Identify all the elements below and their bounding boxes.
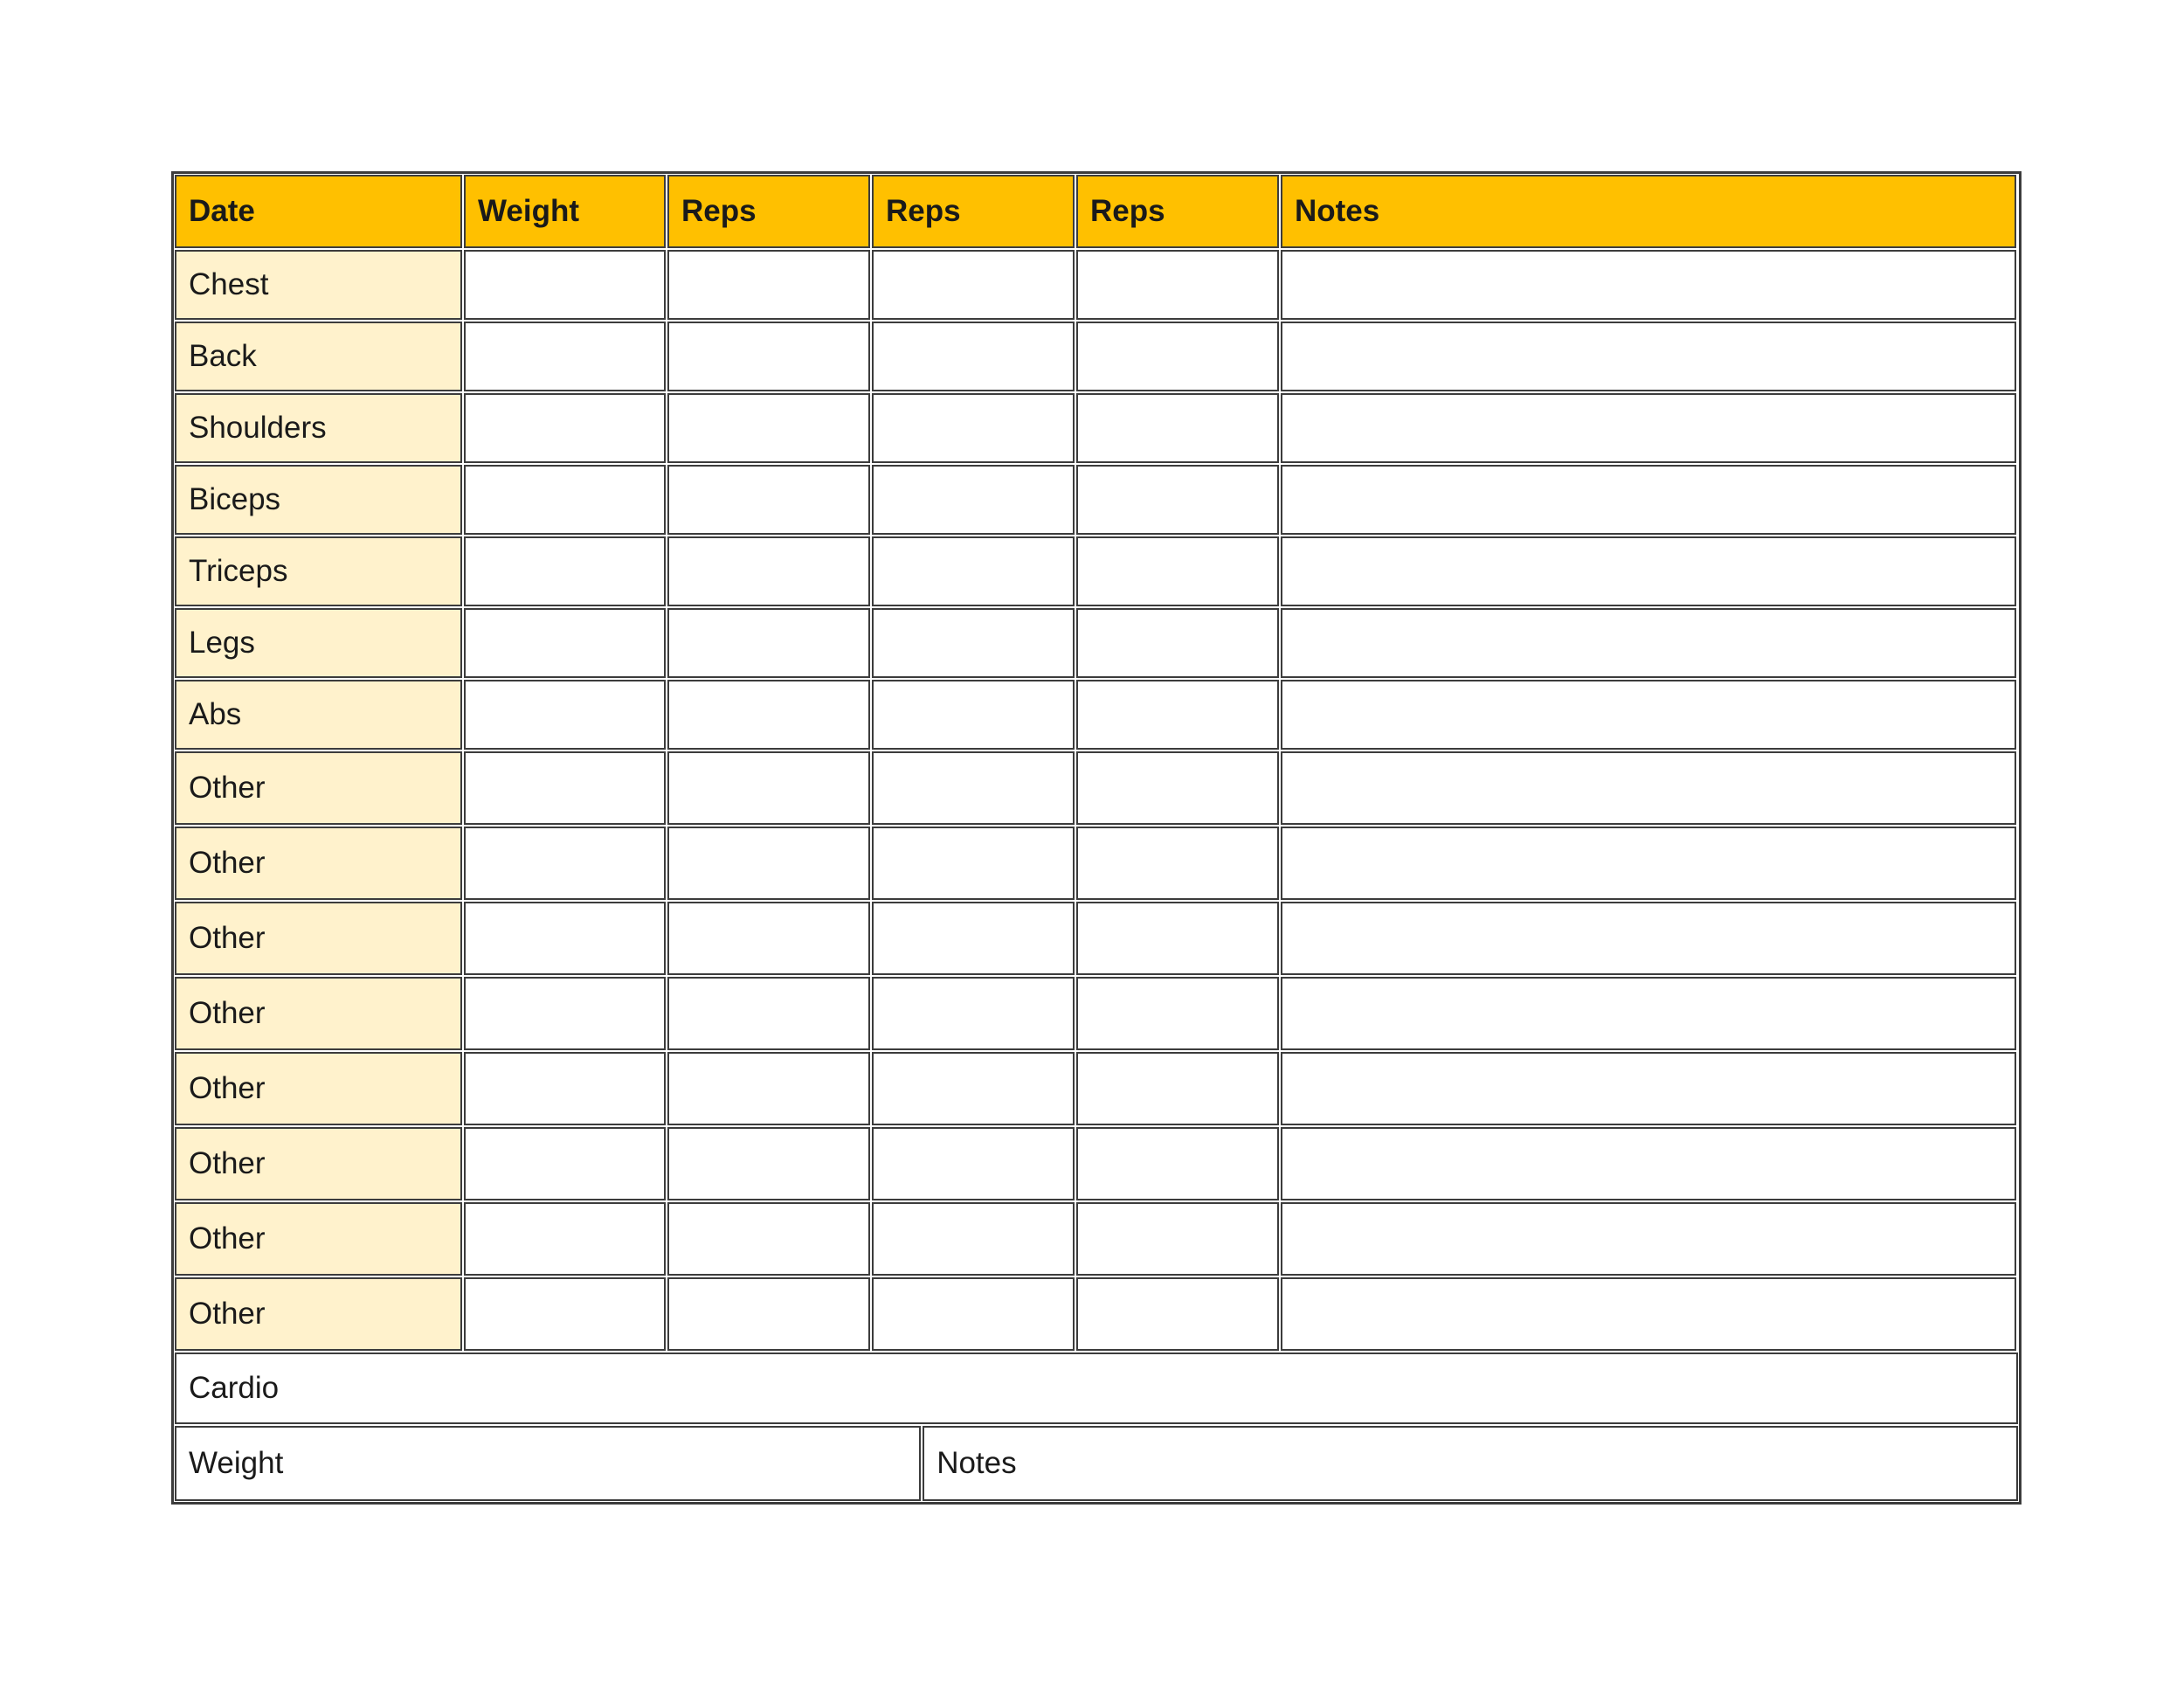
reps-cell-3[interactable] bbox=[1076, 1277, 1279, 1351]
reps-cell-1[interactable] bbox=[667, 1277, 870, 1351]
weight-cell[interactable] bbox=[464, 465, 666, 535]
reps-cell-3[interactable] bbox=[1076, 608, 1279, 678]
table-row bbox=[174, 1126, 2019, 1201]
reps-cell-2[interactable] bbox=[872, 608, 1075, 678]
reps-cell-3[interactable] bbox=[1076, 827, 1279, 900]
table-row bbox=[174, 464, 2019, 536]
weight-cell[interactable] bbox=[464, 751, 666, 825]
reps-cell-3[interactable] bbox=[1076, 680, 1279, 750]
reps-cell-1[interactable] bbox=[667, 322, 870, 391]
table-row bbox=[174, 1051, 2019, 1126]
exercise-label: Triceps bbox=[175, 536, 462, 606]
footer-row bbox=[174, 1425, 2019, 1502]
header-reps-2: Reps bbox=[872, 175, 1075, 248]
weight-cell[interactable] bbox=[464, 1052, 666, 1125]
exercise-label: Biceps bbox=[175, 465, 462, 535]
table-row bbox=[174, 607, 2019, 679]
reps-cell-2[interactable] bbox=[872, 977, 1075, 1050]
notes-cell[interactable] bbox=[1281, 608, 2016, 678]
notes-cell[interactable] bbox=[1281, 827, 2016, 900]
header-reps-1: Reps bbox=[667, 175, 870, 248]
footer-notes-cell[interactable]: Notes bbox=[923, 1426, 2018, 1501]
exercise-label: Other bbox=[175, 1202, 462, 1276]
reps-cell-1[interactable] bbox=[667, 902, 870, 975]
header-row bbox=[174, 174, 2019, 249]
table-row bbox=[174, 1276, 2019, 1352]
weight-cell[interactable] bbox=[464, 1277, 666, 1351]
reps-cell-2[interactable] bbox=[872, 250, 1075, 320]
notes-cell[interactable] bbox=[1281, 751, 2016, 825]
reps-cell-3[interactable] bbox=[1076, 393, 1279, 463]
exercise-label: Back bbox=[175, 322, 462, 391]
notes-cell[interactable] bbox=[1281, 536, 2016, 606]
exercise-label: Other bbox=[175, 1127, 462, 1200]
exercise-label: Other bbox=[175, 827, 462, 900]
notes-cell[interactable] bbox=[1281, 680, 2016, 750]
notes-cell[interactable] bbox=[1281, 977, 2016, 1050]
notes-cell[interactable] bbox=[1281, 1127, 2016, 1200]
notes-cell[interactable] bbox=[1281, 1277, 2016, 1351]
exercise-rows bbox=[174, 249, 2019, 1352]
reps-cell-1[interactable] bbox=[667, 827, 870, 900]
reps-cell-2[interactable] bbox=[872, 1052, 1075, 1125]
reps-cell-1[interactable] bbox=[667, 680, 870, 750]
reps-cell-1[interactable] bbox=[667, 250, 870, 320]
weight-cell[interactable] bbox=[464, 902, 666, 975]
weight-cell[interactable] bbox=[464, 680, 666, 750]
table-row bbox=[174, 679, 2019, 751]
reps-cell-2[interactable] bbox=[872, 536, 1075, 606]
table-row bbox=[174, 976, 2019, 1051]
reps-cell-1[interactable] bbox=[667, 977, 870, 1050]
header-notes: Notes bbox=[1281, 175, 2016, 248]
exercise-label: Other bbox=[175, 1052, 462, 1125]
table-row bbox=[174, 392, 2019, 464]
exercise-label: Other bbox=[175, 751, 462, 825]
notes-cell[interactable] bbox=[1281, 1052, 2016, 1125]
table-row bbox=[174, 1201, 2019, 1276]
reps-cell-1[interactable] bbox=[667, 608, 870, 678]
weight-cell[interactable] bbox=[464, 827, 666, 900]
reps-cell-3[interactable] bbox=[1076, 465, 1279, 535]
reps-cell-1[interactable] bbox=[667, 536, 870, 606]
notes-cell[interactable] bbox=[1281, 322, 2016, 391]
reps-cell-2[interactable] bbox=[872, 902, 1075, 975]
reps-cell-3[interactable] bbox=[1076, 977, 1279, 1050]
weight-cell[interactable] bbox=[464, 608, 666, 678]
reps-cell-2[interactable] bbox=[872, 680, 1075, 750]
reps-cell-1[interactable] bbox=[667, 1052, 870, 1125]
table-row bbox=[174, 751, 2019, 826]
notes-cell[interactable] bbox=[1281, 465, 2016, 535]
reps-cell-3[interactable] bbox=[1076, 751, 1279, 825]
reps-cell-2[interactable] bbox=[872, 393, 1075, 463]
header-date: Date bbox=[175, 175, 462, 248]
reps-cell-1[interactable] bbox=[667, 465, 870, 535]
reps-cell-3[interactable] bbox=[1076, 902, 1279, 975]
footer-weight-cell[interactable]: Weight bbox=[175, 1426, 921, 1501]
reps-cell-3[interactable] bbox=[1076, 1202, 1279, 1276]
reps-cell-1[interactable] bbox=[667, 751, 870, 825]
reps-cell-2[interactable] bbox=[872, 827, 1075, 900]
table-row bbox=[174, 826, 2019, 901]
notes-cell[interactable] bbox=[1281, 902, 2016, 975]
weight-cell[interactable] bbox=[464, 1127, 666, 1200]
exercise-label: Shoulders bbox=[175, 393, 462, 463]
table-row bbox=[174, 536, 2019, 607]
weight-cell[interactable] bbox=[464, 536, 666, 606]
weight-cell[interactable] bbox=[464, 977, 666, 1050]
weight-cell[interactable] bbox=[464, 250, 666, 320]
notes-cell[interactable] bbox=[1281, 1202, 2016, 1276]
reps-cell-2[interactable] bbox=[872, 751, 1075, 825]
reps-cell-3[interactable] bbox=[1076, 536, 1279, 606]
header-reps-3: Reps bbox=[1076, 175, 1279, 248]
notes-cell[interactable] bbox=[1281, 393, 2016, 463]
header-weight: Weight bbox=[464, 175, 666, 248]
reps-cell-3[interactable] bbox=[1076, 250, 1279, 320]
reps-cell-2[interactable] bbox=[872, 1277, 1075, 1351]
table-row bbox=[174, 901, 2019, 976]
reps-cell-1[interactable] bbox=[667, 1202, 870, 1276]
reps-cell-3[interactable] bbox=[1076, 1052, 1279, 1125]
exercise-label: Chest bbox=[175, 250, 462, 320]
weight-cell[interactable] bbox=[464, 393, 666, 463]
exercise-label: Other bbox=[175, 902, 462, 975]
reps-cell-2[interactable] bbox=[872, 322, 1075, 391]
table-row bbox=[174, 249, 2019, 321]
cardio-cell[interactable]: Cardio bbox=[175, 1352, 2018, 1424]
exercise-label: Legs bbox=[175, 608, 462, 678]
reps-cell-1[interactable] bbox=[667, 393, 870, 463]
exercise-label: Other bbox=[175, 1277, 462, 1351]
weight-cell[interactable] bbox=[464, 322, 666, 391]
reps-cell-3[interactable] bbox=[1076, 1127, 1279, 1200]
cardio-row bbox=[174, 1352, 2019, 1425]
workout-log-table bbox=[171, 171, 2022, 1505]
reps-cell-2[interactable] bbox=[872, 465, 1075, 535]
weight-cell[interactable] bbox=[464, 1202, 666, 1276]
reps-cell-1[interactable] bbox=[667, 1127, 870, 1200]
reps-cell-2[interactable] bbox=[872, 1127, 1075, 1200]
table-row bbox=[174, 321, 2019, 392]
notes-cell[interactable] bbox=[1281, 250, 2016, 320]
reps-cell-2[interactable] bbox=[872, 1202, 1075, 1276]
exercise-label: Other bbox=[175, 977, 462, 1050]
reps-cell-3[interactable] bbox=[1076, 322, 1279, 391]
exercise-label: Abs bbox=[175, 680, 462, 750]
